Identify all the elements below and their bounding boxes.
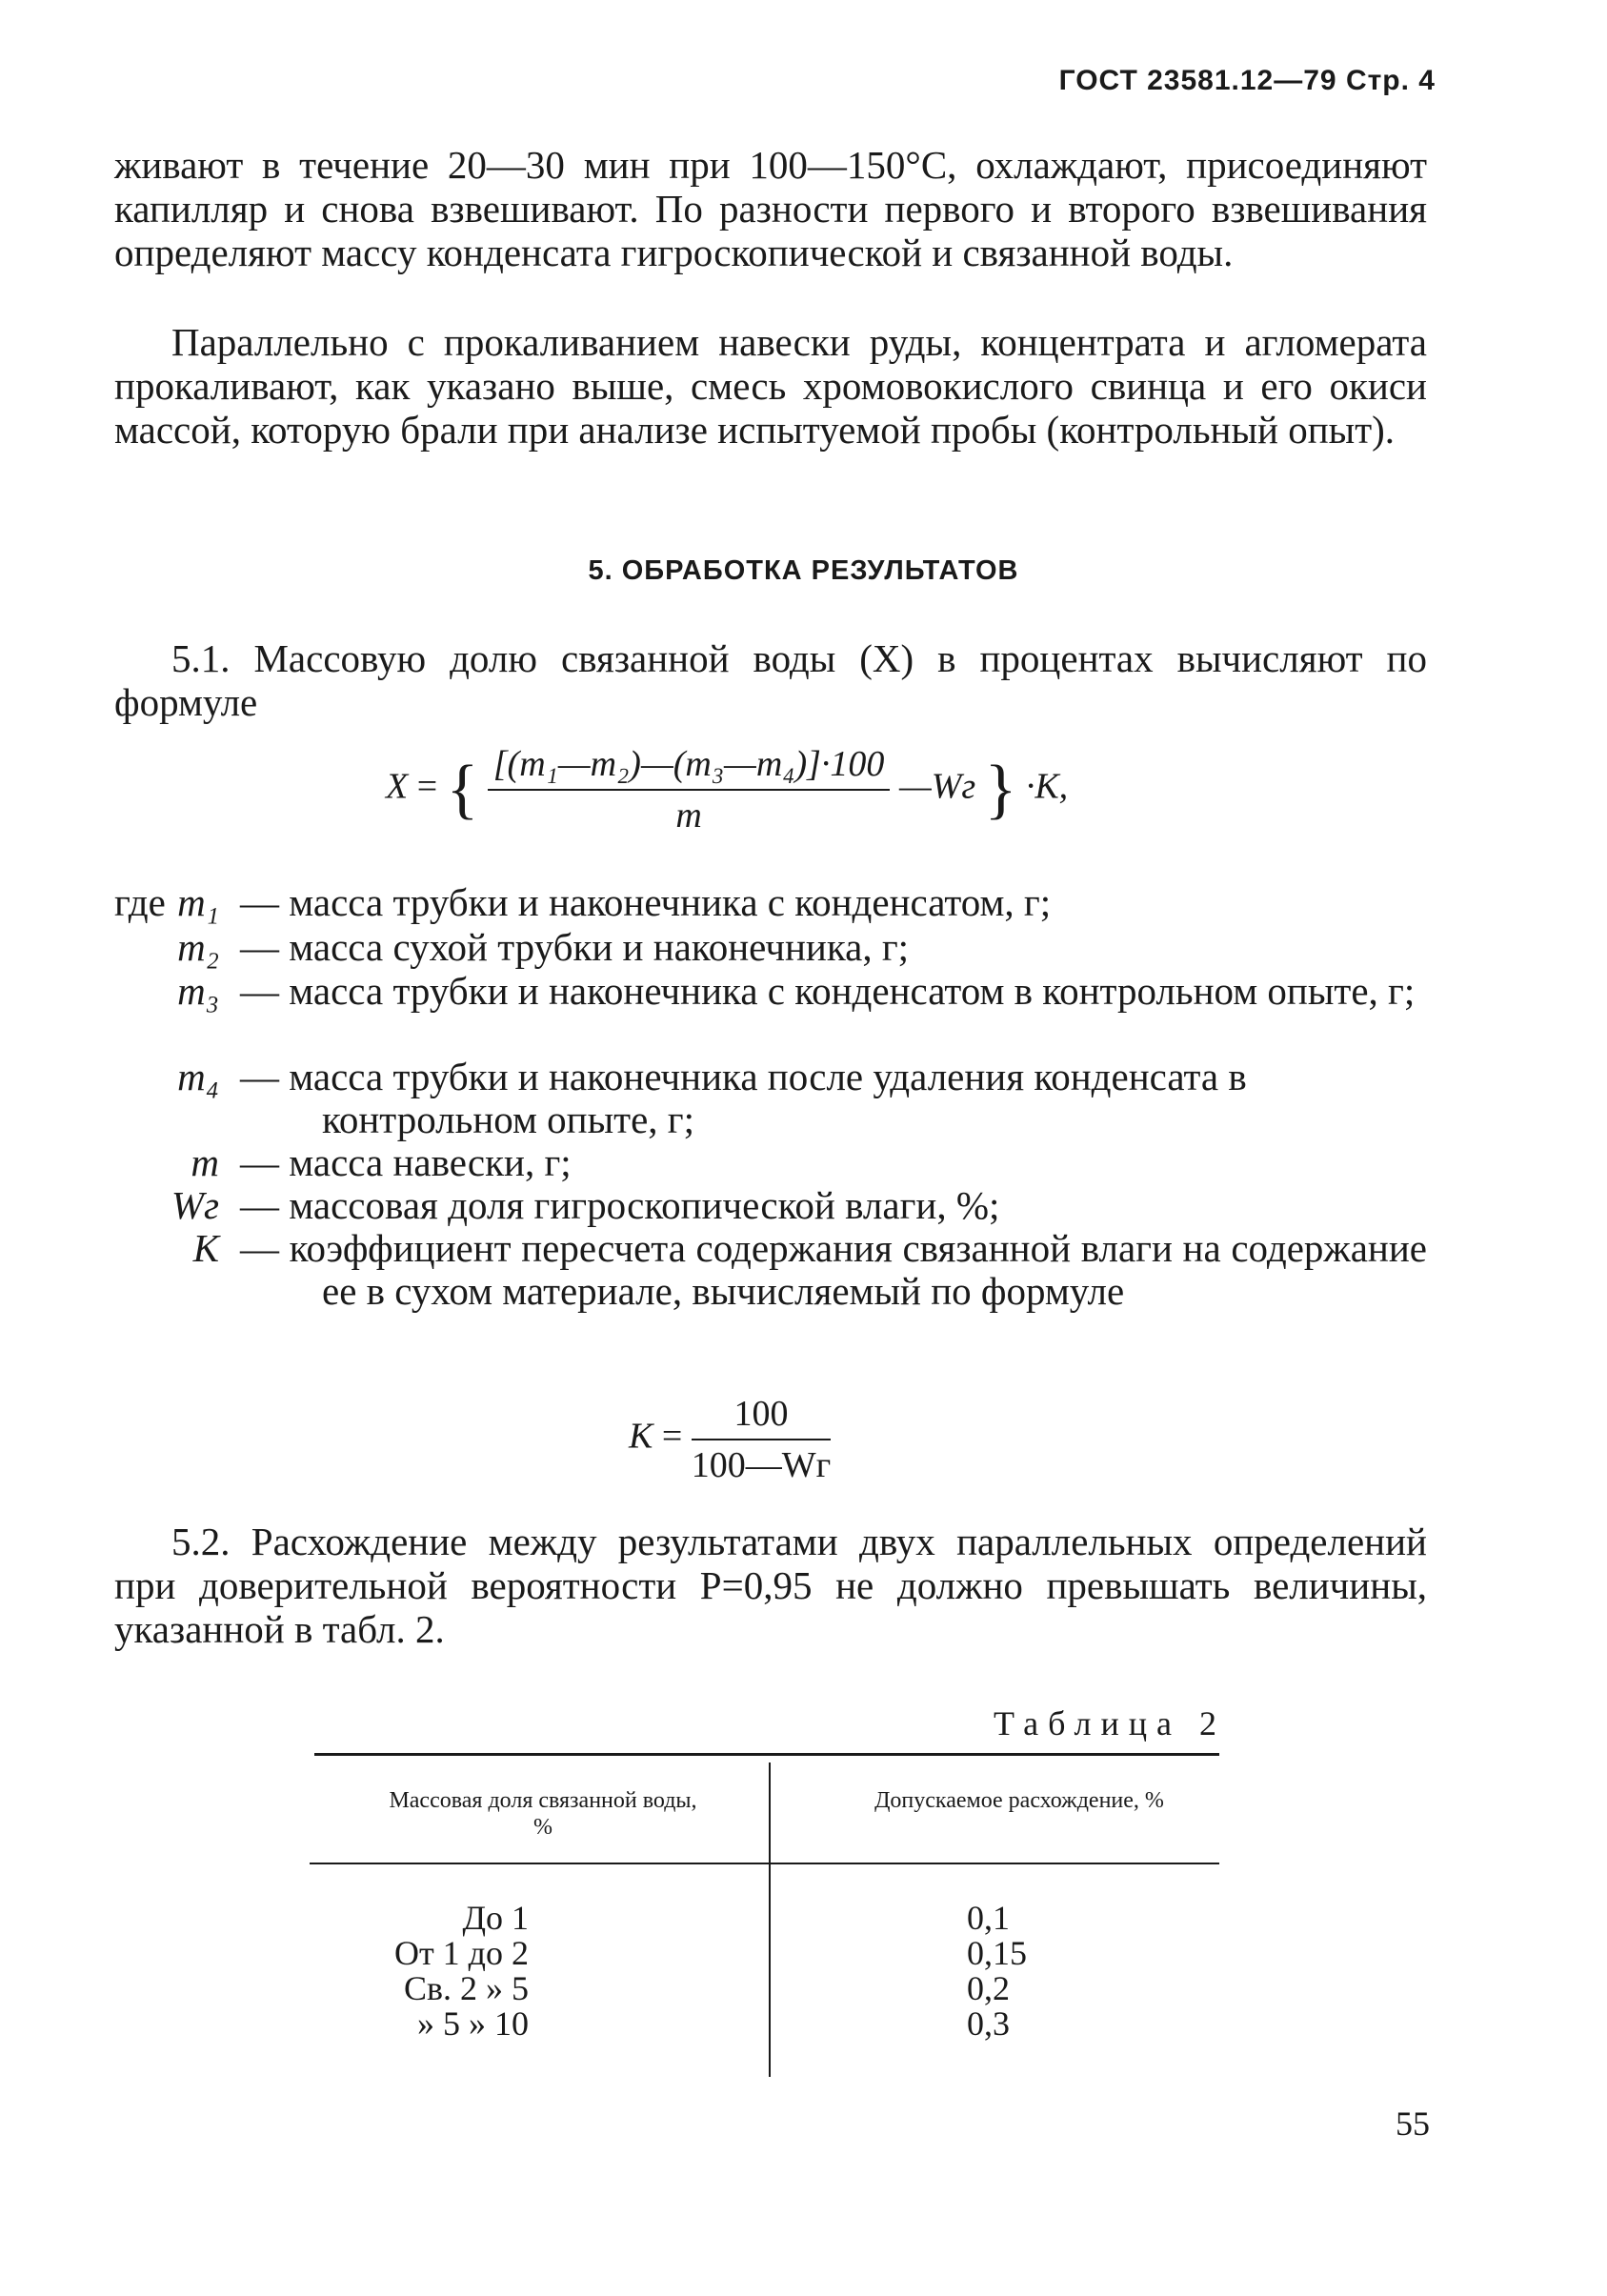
table-cell-range: До 1 [462,1899,529,1937]
legend-text-m2: — масса сухой трубки и наконечника, г; [240,925,910,969]
paragraph-continuation: живают в течение 20—30 мин при 100—150°C, охлаждают, присоединяют капилляр и снова взвешивают. По разности первого и второго взвешивания определяют массу конденсата гигроскопической и связанной воды. [114,143,1427,274]
formula-k-equals: = [661,1416,683,1457]
legend-symbol-wg: Wг [171,1183,219,1227]
formula-k-fraction [692,1393,831,1486]
legend-symbol-m2: m₂ [177,925,219,969]
table-cell-tolerance: 0,2 [967,1969,1010,2007]
formula-x-tail: —Wг [898,766,976,807]
legend-text-m1: — масса трубки и наконечника с конденсатом, г; [240,880,1052,924]
formula-x-open-brace: { [446,753,479,826]
legend-text-m: — масса навески, г; [240,1140,572,1184]
page-header: ГОСТ 23581.12—79 Стр. 4 [1058,65,1436,96]
table-cell-range: » 5 » 10 [417,2004,529,2043]
clause-5-2: 5.2. Расхождение между результатами двух параллельных определений при доверительной вероятности P=0,95 не должно превышать величины, указанной в табл. 2. [114,1520,1427,1651]
table-cell-tolerance: 0,3 [967,2004,1010,2043]
table-cell-tolerance: 0,15 [967,1934,1027,1972]
table-cell-tolerance: 0,1 [967,1899,1010,1937]
section-title: 5. ОБРАБОТКА РЕЗУЛЬТАТОВ [588,555,1019,586]
formula-k [629,1393,831,1486]
legend-symbol-m: m [191,1140,219,1184]
table-header-mass-fraction: Массовая доля связанной воды, % [389,1788,697,1840]
formula-x-numerator: [(m₁—m₂)—(m₃—m₄)]·100 [488,743,891,791]
legend-intro: где [114,880,166,924]
formula-x-close-brace: } [984,753,1017,826]
legend-symbol-k: K [192,1226,219,1270]
legend-text-k: — коэффициент пересчета содержания связанной влаги на содержание ее в сухом материале, вычисляемый по формуле [240,1226,1427,1313]
formula-x-fraction [488,743,891,836]
legend-symbol-m1: m₁ [177,880,219,924]
clause-5-1: 5.1. Массовую долю связанной воды (X) в процентах вычисляют по формуле [114,636,1427,724]
formula-k-denominator: 100—Wг [691,1445,832,1485]
formula-x-denominator: m [675,796,702,836]
formula-x-multiplier: ·K, [1025,766,1069,807]
legend-text-m4: — масса трубки и наконечника после удаления конденсата в контрольном опыте, г; [240,1055,1247,1141]
table-header-tolerance: Допускаемое расхождение, % [874,1788,1164,1813]
legend-symbol-m3: m₃ [177,969,219,1013]
table-top-rule [314,1753,1219,1756]
page-number: 55 [1396,2105,1430,2143]
formula-x-equals: = [416,766,438,807]
legend-symbol-m4: m₄ [177,1055,219,1098]
formula-k-numerator: 100 [692,1393,831,1440]
formula-k-lhs: K [629,1416,653,1457]
formula-x [386,743,1068,836]
table-title: Таблица 2 [994,1704,1226,1742]
legend-text-m3: — масса трубки и наконечника с конденсатом в контрольном опыте, г; [240,969,1416,1013]
table-header-rule [310,1863,1219,1864]
legend-text-wg: — массовая доля гигроскопической влаги, %; [240,1183,1000,1227]
formula-x-lhs: X [386,766,409,807]
table-cell-range: От 1 до 2 [393,1934,529,1972]
table-cell-range: Св. 2 » 5 [403,1969,529,2007]
table-column-divider [769,1762,771,2077]
paragraph-control-test: Параллельно с прокаливанием навески руды, концентрата и агломерата прокаливают, как указано выше, смесь хромовокислого свинца и его окиси массой, которую брали при анализе испытуемой пробы (контрольный опыт). [114,320,1427,452]
